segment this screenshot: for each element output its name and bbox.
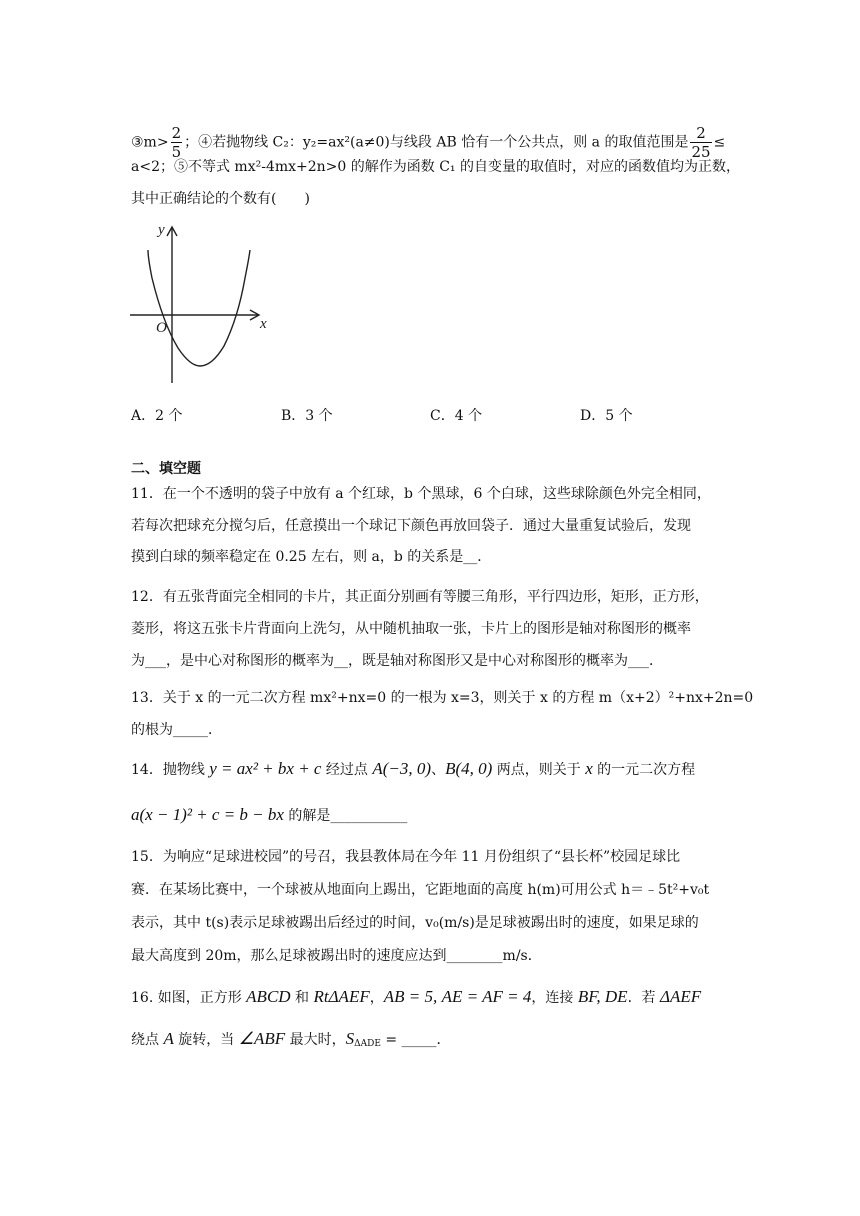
q10-text-b: ；④若抛物线 C₂：y₂=ax²(a≠0)与线段 AB 恰有一个公共点，则 a 的取值范围是 bbox=[184, 134, 689, 151]
q14-equation-2: a(x − 1)² + c = b − bx bbox=[131, 805, 284, 824]
q14-point-b: B(4, 0) bbox=[445, 759, 493, 778]
graph-y-label: y bbox=[158, 222, 165, 238]
q13-line-2: 的根为_____． bbox=[131, 722, 222, 738]
graph-origin-label: O bbox=[156, 320, 167, 336]
q16-triangle-name: RtΔAEF bbox=[313, 987, 370, 1006]
q13-line-1: 13．关于 x 的一元二次方程 mx²+nx=0 的一根为 x=3，则关于 x 的方程 m（x+2）²+nx+2n=0 bbox=[131, 690, 754, 706]
q12-line-1: 12．有五张背面完全相同的卡片，其正面分别画有等腰三角形，平行四边形，矩形，正方形， bbox=[131, 589, 709, 605]
q14-line-1: 14．抛物线 y = ax² + bx + c 经过点 A(−3, 0)、B(4, 0) 两点，则关于 x 的一元二次方程 bbox=[131, 759, 696, 778]
option-c[interactable]: C．4 个 bbox=[430, 408, 483, 424]
q10-text-a: ③m> bbox=[131, 134, 169, 151]
q16-line-2: 绕点 A 旋转，当 ∠ABF 最大时，$S_{\Delta ADE}$ = _____． bbox=[131, 1029, 451, 1049]
q14-line-2: a(x − 1)² + c = b − bx 的解是___________ bbox=[131, 805, 408, 824]
q16-point-a: A bbox=[163, 1029, 174, 1048]
fraction-2-5: $\frac{2}{5}$ bbox=[171, 124, 182, 161]
q11-line-2: 若每次把球充分搅匀后，任意摸出一个球记下颜色再放回袋子．通过大量重复试验后，发现 bbox=[131, 518, 691, 534]
fraction-2-25: $\frac{2}{25}$ bbox=[691, 124, 711, 161]
parabola-curve bbox=[148, 250, 250, 366]
q10-line-1 bbox=[131, 124, 725, 161]
q11-line-1: 11．在一个不透明的袋子中放有 a 个红球，b 个黑球，6 个白球，这些球除颜色外完全相同， bbox=[131, 486, 711, 502]
q15-line-4: 最大高度到 20m，那么足球被踢出时的速度应达到________m/s． bbox=[131, 948, 542, 964]
q16-segments: BF, DE bbox=[577, 987, 628, 1006]
q10-line-2: a<2；⑤不等式 mx²-4mx+2n>0 的解作为函数 C₁ 的自变量的取值时，对应的函数值均为正数， bbox=[131, 159, 740, 175]
q14-point-a: A(−3, 0) bbox=[372, 759, 432, 778]
q16-ab-length: AB = 5, bbox=[383, 987, 438, 1006]
q14-equation: y = ax² + bx + c bbox=[209, 759, 322, 778]
q14-variable: x bbox=[585, 759, 593, 778]
parabola-graph bbox=[128, 218, 278, 388]
q15-line-1: 15．为响应“足球进校园”的号召，我县教体局在今年 11 月份组织了“县长杯”校园足球比 bbox=[131, 849, 681, 865]
q16-line-1: 16. 如图，正方形 ABCD 和 RtΔAEF，AB = 5, AE = AF = 4，连接 BF, DE．若 ΔAEF bbox=[131, 987, 702, 1006]
q15-line-3: 表示，其中 t(s)表示足球被踢出后经过的时间，v₀(m/s)是足球被踢出时的速度，如果足球的 bbox=[131, 915, 699, 931]
option-b[interactable]: B．3 个 bbox=[281, 408, 333, 424]
q10-line-3: 其中正确结论的个数有( ) bbox=[131, 191, 310, 207]
q11-line-3: 摸到白球的频率稳定在 0.25 左右，则 a，b 的关系是__． bbox=[131, 549, 492, 565]
q16-triangle-aef: ΔAEF bbox=[660, 987, 702, 1006]
q16-square-name: ABCD bbox=[246, 987, 291, 1006]
graph-x-label: x bbox=[260, 316, 267, 332]
q16-angle: ∠ABF bbox=[238, 1029, 286, 1048]
q12-line-3: 为___，是中心对称图形的概率为__，既是轴对称图形又是中心对称图形的概率为___． bbox=[131, 653, 663, 669]
q10-text-c: ≤ bbox=[713, 134, 726, 151]
q12-line-2: 菱形，将这五张卡片背面向上洗匀，从中随机抽取一张，卡片上的图形是轴对称图形的概率 bbox=[131, 621, 691, 637]
q16-ae-length: AE = AF = 4 bbox=[441, 987, 532, 1006]
option-a[interactable]: A．2 个 bbox=[131, 408, 183, 424]
option-d[interactable]: D．5 个 bbox=[580, 408, 633, 424]
section-title: 二、填空题 bbox=[131, 461, 201, 477]
q15-line-2: 赛．在某场比赛中，一个球被从地面向上踢出，它距地面的高度 h(m)可用公式 h＝﹣5t²+v₀t bbox=[131, 882, 710, 898]
q16-area-symbol: S bbox=[345, 1029, 355, 1048]
q16-area-subscript: ΔADE bbox=[354, 1039, 381, 1049]
